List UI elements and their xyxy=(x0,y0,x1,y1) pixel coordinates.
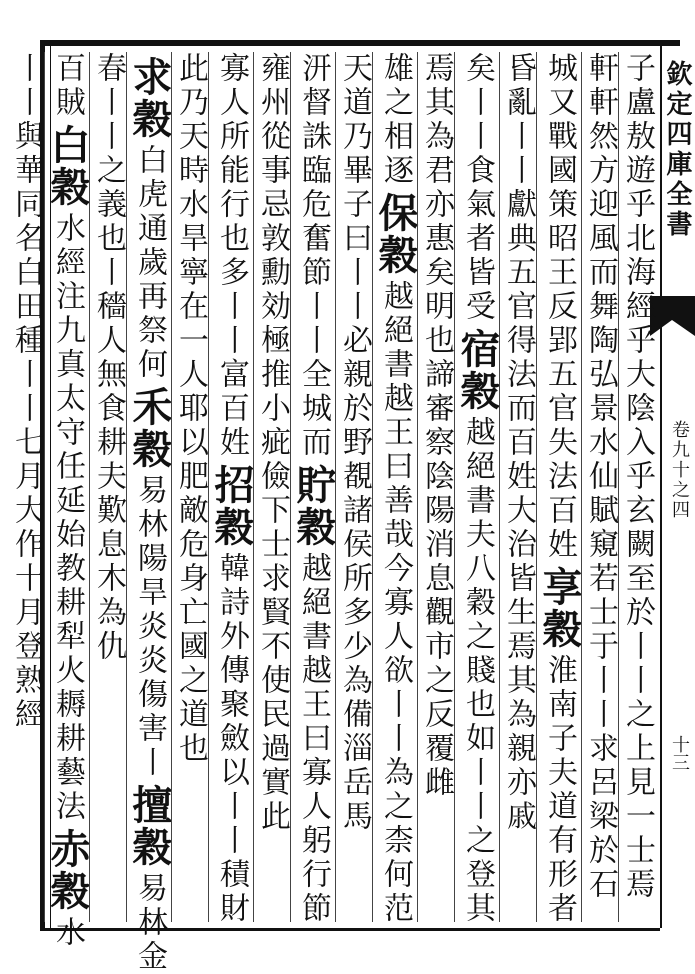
frame-top-border xyxy=(40,40,680,46)
text-segment: 木為仇 xyxy=(91,562,126,664)
text-column xyxy=(8,52,44,922)
text-column xyxy=(126,52,173,974)
book-title: 欽定四庫全書 xyxy=(662,60,692,240)
text-segment: 天道乃畢 xyxy=(337,52,372,188)
text-segment: 軒軒然方迎風而舞陶弘景水仙賦窺若士于丨丨求呂梁於石 xyxy=(583,52,618,902)
text-column xyxy=(372,52,419,926)
fishtail-mark-icon xyxy=(650,296,695,336)
text-columns xyxy=(9,52,655,974)
text-column xyxy=(253,52,290,922)
entry-heading: 赤穀 xyxy=(44,828,91,912)
text-segment: 與華同名白田種丨丨七月大作十月登熟 xyxy=(9,120,44,698)
entry-heading: 貯穀 xyxy=(290,464,337,548)
text-segment: 韓詩外傳聚斂以丨丨積財 xyxy=(214,552,249,926)
entry-heading: 保穀 xyxy=(372,192,419,276)
volume-label: 卷九十之四 xyxy=(669,420,690,520)
text-segment: 白虎通歲再祭何 xyxy=(132,144,167,382)
text-column xyxy=(335,52,372,922)
text-segment: 易林陽旱炎炎傷害丨 xyxy=(132,474,167,780)
text-segment: 易林金 xyxy=(132,872,167,974)
text-column xyxy=(618,52,655,922)
text-segment: 百賊 xyxy=(50,52,85,120)
text-segment: 經 xyxy=(9,698,44,732)
entry-heading: 求穀 xyxy=(126,56,173,140)
text-column xyxy=(536,52,583,926)
text-segment: 雄之相逐 xyxy=(378,52,413,188)
text-column xyxy=(499,52,536,922)
entry-heading: 擅穀 xyxy=(126,784,173,868)
text-column xyxy=(454,52,501,926)
text-segment: 丨丨 xyxy=(9,52,44,120)
entry-heading: 白穀 xyxy=(44,124,91,208)
text-segment: 以肥敵危身亡國之道也 xyxy=(173,426,208,766)
text-column xyxy=(581,52,618,922)
text-segment: 焉其為君亦惠矣 xyxy=(419,52,454,290)
entry-heading: 招穀 xyxy=(208,464,255,548)
text-segment: 昏亂丨丨獻典五官得法而百姓大治 xyxy=(501,52,536,562)
text-segment: 子盧敖遊乎北海經乎大陰入乎玄闕至於丨丨之上見一士焉 xyxy=(620,52,655,902)
text-segment: 城又戰國策昭王反郢五官失法百姓 xyxy=(542,52,577,562)
text-segment: 淮南子夫道有形者 xyxy=(542,654,577,926)
text-column xyxy=(89,52,126,922)
text-segment: 子曰丨丨必親於野覩諸侯所多少為備淄岳馬 xyxy=(337,188,372,834)
text-segment: 矣丨丨食氣者皆受 xyxy=(460,52,495,324)
text-column xyxy=(417,52,454,922)
text-segment: 皆生焉其為親亦戚 xyxy=(501,562,536,834)
entry-heading: 享穀 xyxy=(536,566,583,650)
text-segment: 儉下士求賢不使民過實此 xyxy=(255,460,290,834)
text-column xyxy=(208,52,255,926)
text-segment: 丨穡人無食耕夫歎息 xyxy=(91,256,126,562)
text-segment: 越絕書夫八穀之賤也如丨丨之登其 xyxy=(460,416,495,926)
text-segment: 汧督誅臨危奮節丨丨全城而 xyxy=(296,52,331,460)
text-column xyxy=(290,52,337,926)
text-segment: 水 xyxy=(50,916,85,950)
text-segment: 越絕書越王曰善哉今寡人欲丨丨為之柰何范 xyxy=(378,280,413,926)
text-segment: 水經注九真太守任延始教耕犁火耨耕藝法 xyxy=(50,212,85,824)
text-segment: 雍州從事忌敦勳効極推小疵 xyxy=(255,52,290,460)
entry-heading: 宿穀 xyxy=(454,328,501,412)
text-segment: 春丨丨之義也 xyxy=(91,52,126,256)
text-column xyxy=(44,52,91,950)
text-segment: 寡人所能行也多丨丨富百姓 xyxy=(214,52,249,460)
text-column xyxy=(171,52,208,922)
text-segment: 此乃天時水旱寧在一人耶 xyxy=(173,52,208,426)
page-number: 十三 xyxy=(669,735,690,771)
entry-heading: 禾穀 xyxy=(126,386,173,470)
text-segment: 明也諦審察陰陽消息觀市之反覆雌 xyxy=(419,290,454,800)
text-segment: 越絕書越王曰寡人躬行節 xyxy=(296,552,331,926)
